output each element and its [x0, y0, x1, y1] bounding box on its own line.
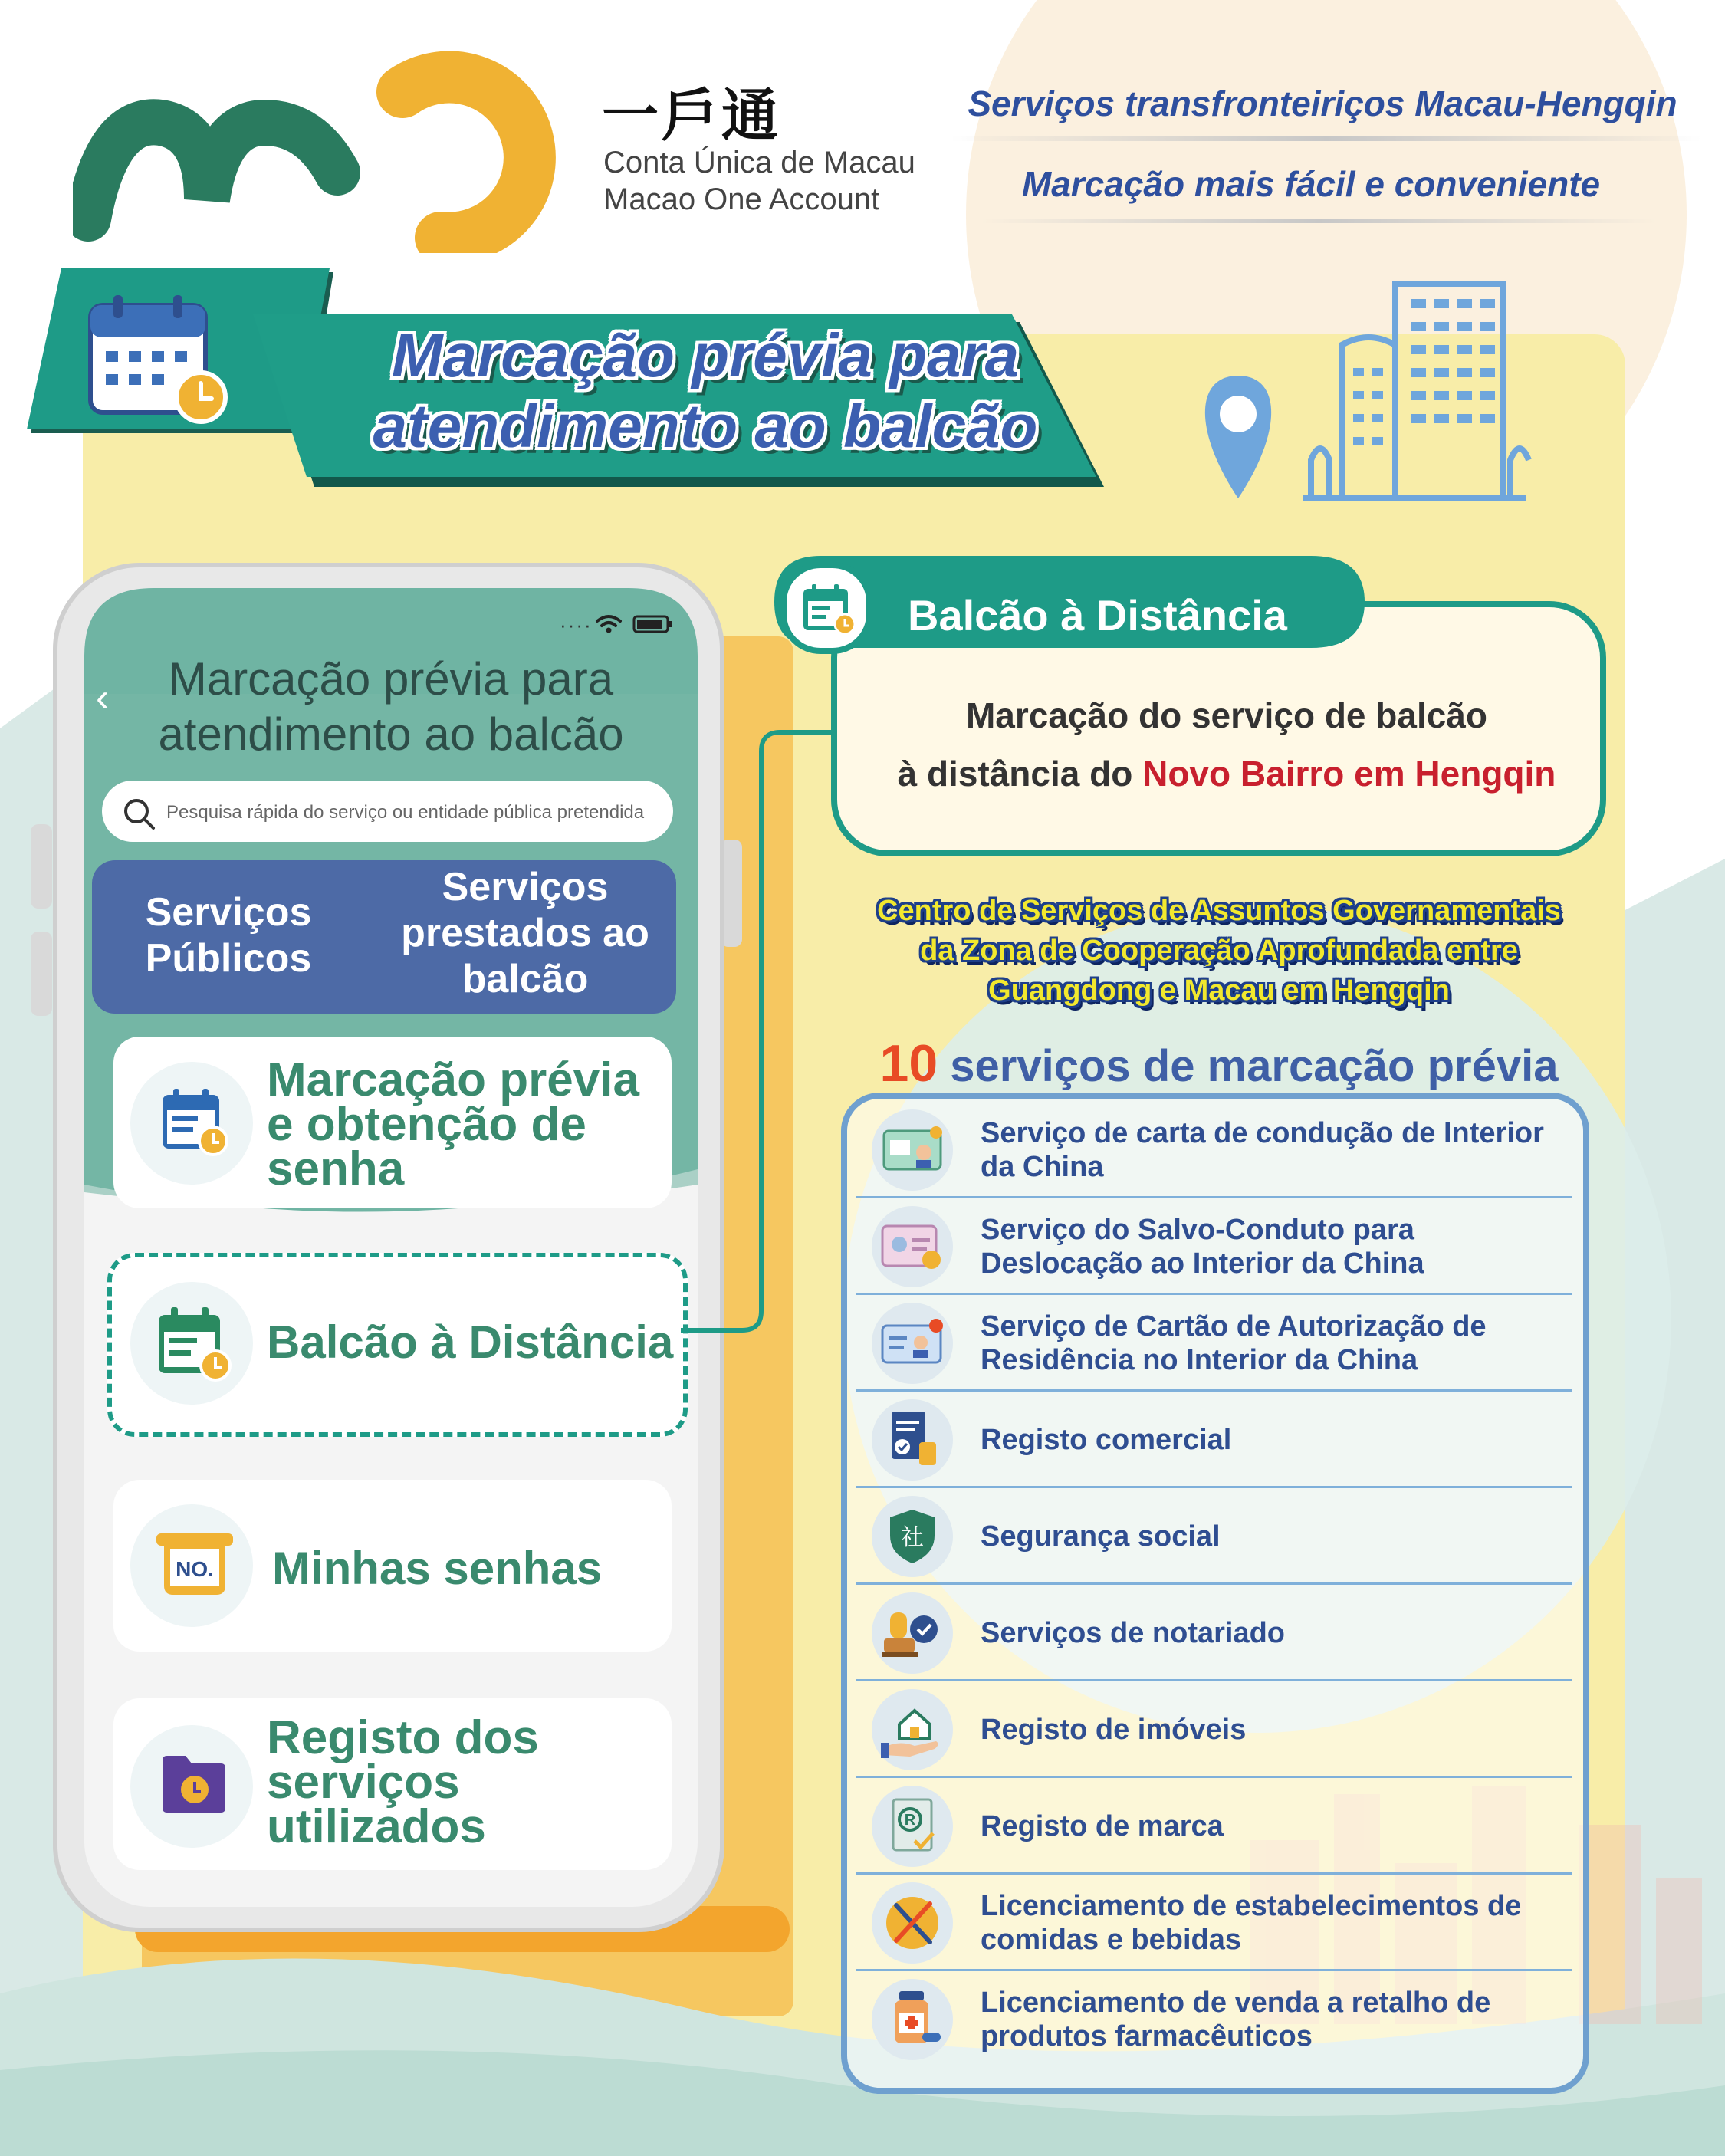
slogan-divider	[981, 219, 1656, 223]
list-item	[849, 1875, 1572, 1971]
service-label: Serviço do Salvo-Conduto para Deslocação ao Interior da China	[981, 1214, 1424, 1280]
description-line-2	[843, 744, 1610, 803]
wifi-icon	[597, 616, 620, 626]
back-button[interactable]: ‹	[96, 675, 110, 720]
list-item	[849, 1198, 1572, 1295]
house-hand-icon	[872, 1689, 953, 1770]
calendar-clock-icon	[802, 584, 857, 635]
calendar-clock-icon	[159, 1089, 228, 1158]
centre-line-1: Centro de Serviços de Assuntos Governamentais	[877, 895, 1561, 927]
tab-counter-services[interactable]: Serviços prestados ao balcão	[401, 865, 649, 1001]
slogan-cross-border: Serviços transfronteiriços Macau-Hengqin	[968, 84, 1677, 123]
slogan-convenience: Marcação mais fácil e conveniente	[1021, 164, 1601, 204]
services-count-number: 10	[879, 1034, 938, 1093]
phone-page-title: Marcação prévia para atendimento ao balcão	[158, 653, 624, 760]
service-label: Registo de marca	[981, 1810, 1224, 1842]
remote-counter-title: Balcão à Distância	[908, 591, 1287, 639]
list-item	[849, 1488, 1572, 1585]
services-count-heading	[836, 1034, 1602, 1093]
tab-public-services[interactable]: Serviços Públicos	[145, 890, 312, 981]
service-label: Serviço de carta de condução de Interior da China	[981, 1117, 1544, 1183]
calendar-clock-icon	[156, 1307, 232, 1384]
residence-card-icon	[872, 1303, 953, 1384]
centre-line-2: da Zona de Cooperação Aprofundada entre	[920, 935, 1518, 967]
list-item	[849, 1778, 1572, 1875]
list-item	[849, 1681, 1572, 1778]
search-placeholder: Pesquisa rápida do serviço ou entidade pública pretendida	[166, 802, 645, 823]
logo-portuguese-name: Conta Única de Macau	[603, 146, 915, 179]
government-centre-name	[797, 891, 1641, 1011]
remote-counter-description	[843, 686, 1610, 803]
list-item	[849, 1295, 1572, 1392]
description-highlight: Novo Bairro em Hengqin	[1142, 754, 1556, 794]
calendar-clock-icon	[84, 291, 230, 429]
mo-logo	[73, 46, 579, 253]
notary-stamp-icon	[872, 1592, 953, 1674]
list-item	[849, 1102, 1572, 1198]
logo-chinese-name: 一戶通	[602, 83, 781, 149]
commercial-document-icon	[872, 1399, 953, 1481]
food-utensils-icon	[872, 1882, 953, 1964]
svg-text:NO.: NO.	[176, 1557, 214, 1581]
battery-icon	[634, 616, 672, 632]
map-pin-icon	[1205, 376, 1271, 498]
list-item	[849, 1585, 1572, 1681]
social-security-shield-icon	[872, 1496, 953, 1577]
services-count-text: serviços de marcação prévia	[938, 1041, 1559, 1091]
trademark-icon	[872, 1786, 953, 1867]
centre-line-3: Guangdong e Macau em Hengqin	[988, 974, 1450, 1007]
svg-text:社: 社	[901, 1524, 924, 1551]
service-label: Segurança social	[981, 1520, 1221, 1553]
list-item	[849, 1971, 1572, 2068]
service-label: Serviço de Cartão de Autorização de Residência no Interior da China	[981, 1310, 1487, 1376]
driving-license-icon	[872, 1109, 953, 1191]
service-label: Registo de imóveis	[981, 1714, 1247, 1746]
description-line-1: Marcação do serviço de balcão	[965, 695, 1488, 735]
travel-permit-icon	[872, 1206, 953, 1287]
menu-label-service-history: Registo dos serviços utilizados	[267, 1711, 539, 1853]
service-label: Serviços de notariado	[981, 1617, 1286, 1649]
page-title: Marcação prévia para atendimento ao balcão	[373, 321, 1038, 460]
service-label: Licenciamento de venda a retalho de produtos farmacêuticos	[981, 1987, 1491, 2052]
ticket-icon	[153, 1533, 238, 1602]
description-prefix: à distância do	[897, 754, 1143, 794]
medicine-bottle-icon	[872, 1979, 953, 2060]
menu-label-remote-counter: Balcão à Distância	[267, 1316, 674, 1368]
menu-label-my-tickets: Minhas senhas	[272, 1543, 603, 1594]
svg-text:R: R	[904, 1812, 916, 1829]
slogan-divider	[951, 136, 1702, 141]
search-icon	[123, 797, 156, 831]
signal-dots-icon: ····	[560, 613, 593, 636]
location-building-illustration	[1188, 276, 1533, 506]
service-label: Registo comercial	[981, 1424, 1232, 1456]
logo-english-name: Macao One Account	[603, 182, 880, 216]
list-item	[849, 1392, 1572, 1488]
folder-clock-icon	[159, 1753, 228, 1814]
menu-label-appointment: Marcação prévia e obtenção de senha	[267, 1053, 639, 1195]
service-label: Licenciamento de estabelecimentos de comidas e bebidas	[981, 1890, 1522, 1956]
status-bar-icons	[594, 612, 678, 635]
